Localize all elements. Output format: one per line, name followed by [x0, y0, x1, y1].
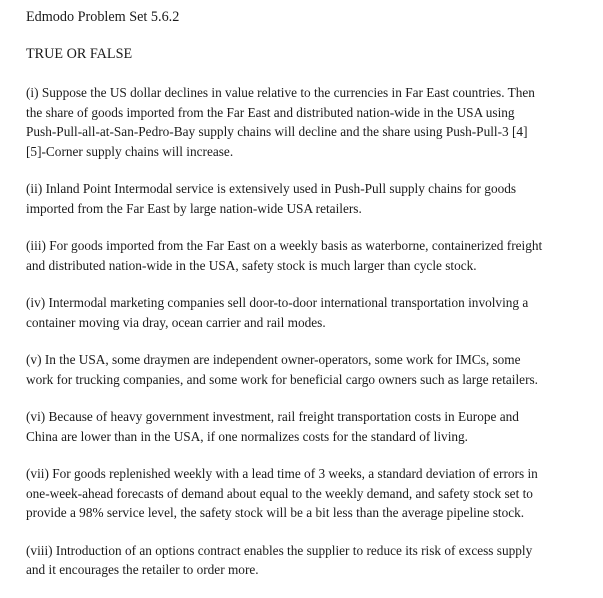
statement-line: and distributed nation-wide in the USA, safety stock is much larger than cycle stock.	[26, 257, 477, 273]
problem-set-document	[26, 8, 594, 598]
statement-line: (vii) For goods replenished weekly with a lead time of 3 weeks, a standard deviation of errors in	[26, 466, 538, 481]
statement-line: container moving via dray, ocean carrier and rail modes.	[26, 314, 326, 330]
statement-line: imported from the Far East by large nation-wide USA retailers.	[26, 200, 362, 216]
statement-ii	[26, 179, 594, 218]
document-title: Edmodo Problem Set 5.6.2	[26, 9, 180, 25]
statement-line: (v) In the USA, some draymen are independent owner-operators, some work for IMCs, some	[26, 352, 521, 367]
statement-vii	[26, 464, 594, 523]
statement-iv	[26, 293, 594, 332]
statement-line: [5]-Corner supply chains will increase.	[26, 143, 234, 159]
section-heading: TRUE OR FALSE	[26, 46, 133, 62]
statement-line: (ii) Inland Point Intermodal service is extensively used in Push-Pull supply chains for goods	[26, 181, 517, 196]
statement-line: (i) Suppose the US dollar declines in value relative to the currencies in Far East countries. Then	[26, 85, 535, 100]
statement-line: one-week-ahead forecasts of demand about equal to the weekly demand, and safety stock set to	[26, 485, 533, 501]
statement-line: (vi) Because of heavy government investment, rail freight transportation costs in Europe and	[26, 409, 519, 424]
statement-iii	[26, 236, 594, 275]
statement-line: and it encourages the retailer to order more.	[26, 562, 259, 577]
statement-line: (viii) Introduction of an options contract enables the supplier to reduce its risk of excess supply	[26, 542, 533, 558]
statement-v	[26, 350, 594, 389]
statement-viii	[26, 541, 594, 580]
statement-line: China are lower than in the USA, if one normalizes costs for the standard of living.	[26, 428, 469, 444]
statement-i	[26, 83, 594, 161]
statement-vi	[26, 407, 594, 446]
statement-line: Push-Pull-all-at-San-Pedro-Bay supply chains will decline and the share using Push-Pull-3 [4]	[26, 124, 528, 139]
statement-line: (iv) Intermodal marketing companies sell door-to-door international transportation involving a	[26, 295, 529, 310]
statement-line: provide a 98% service level, the safety stock will be a bit less than the average pipeline stock.	[26, 505, 525, 520]
statement-line: the share of goods imported from the Far East and distributed nation-wide in the USA using	[26, 104, 515, 120]
statement-line: (iii) For goods imported from the Far East on a weekly basis as waterborne, containerized freight	[26, 238, 543, 253]
statement-line: work for trucking companies, and some work for beneficial cargo owners such as large retailers.	[26, 371, 539, 387]
